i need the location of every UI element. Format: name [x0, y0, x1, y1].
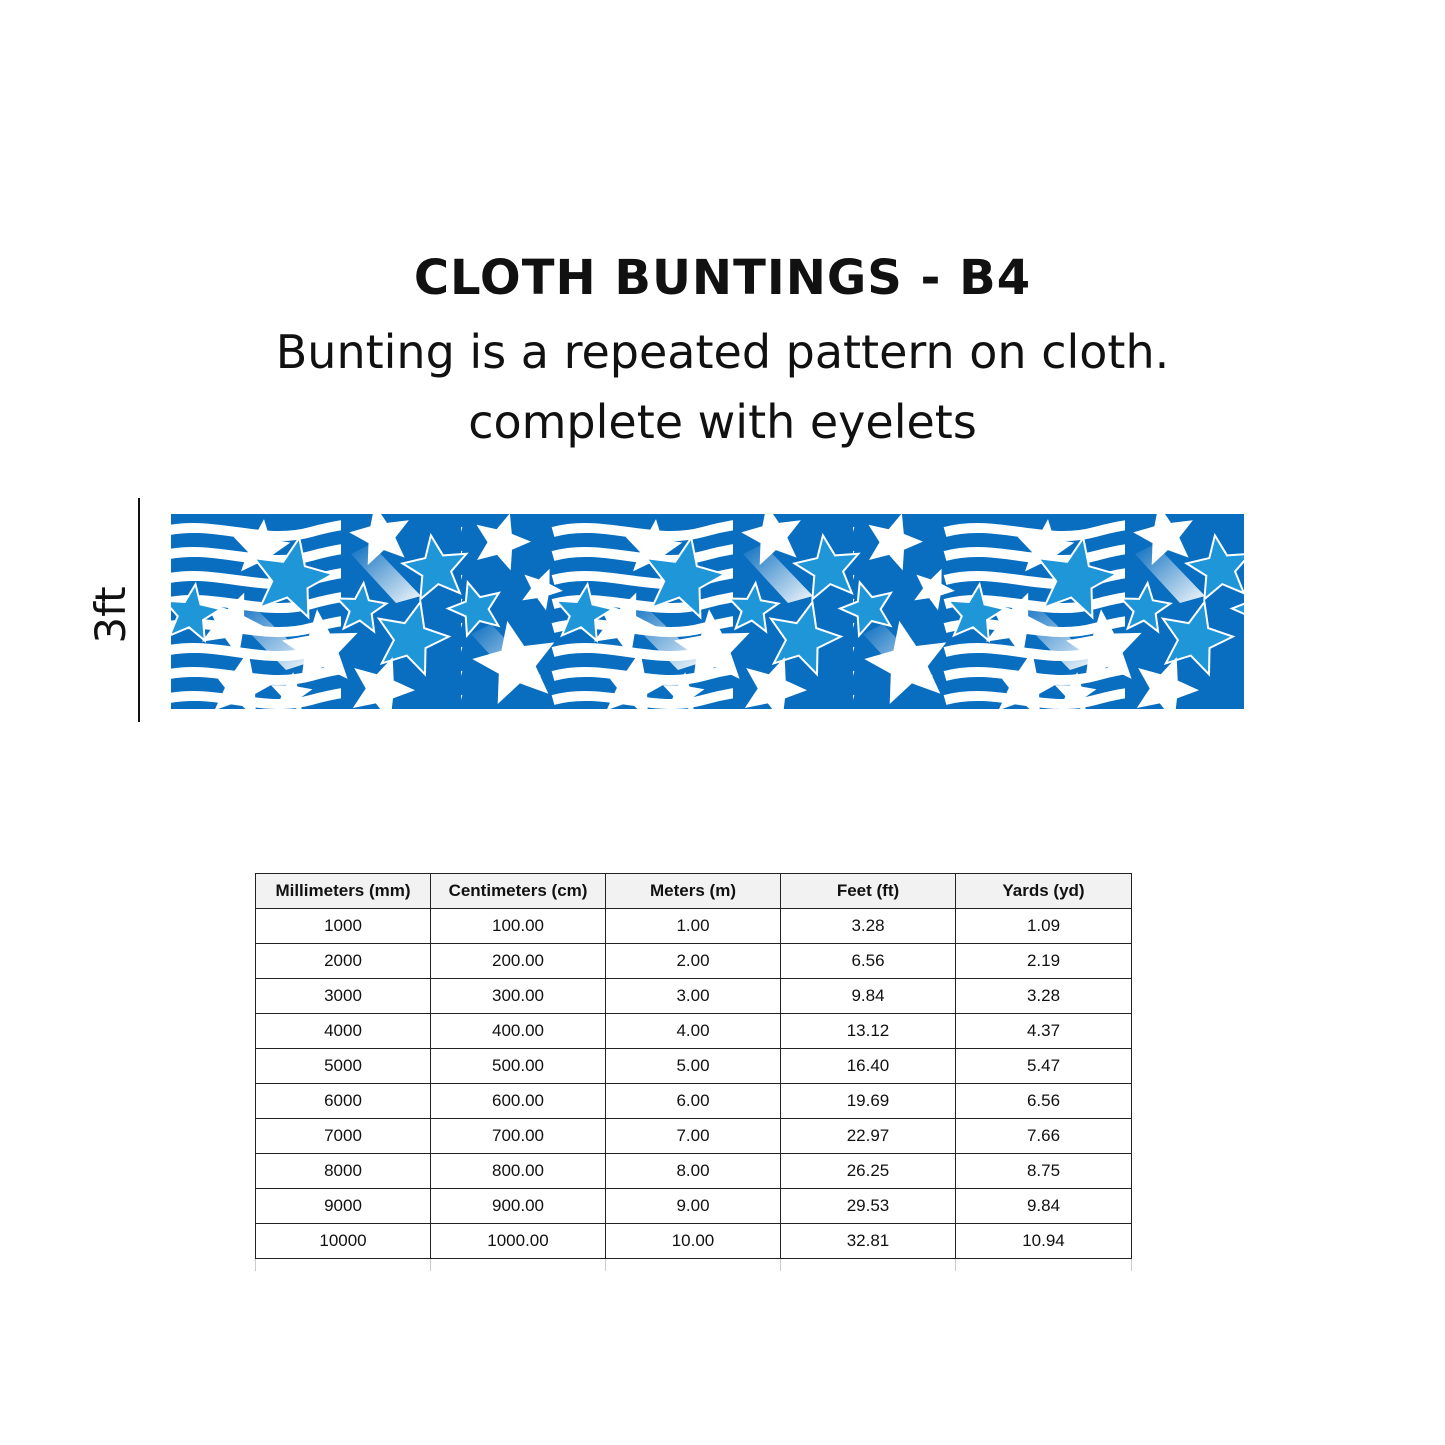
- cell-yards: 7.66: [956, 1119, 1132, 1154]
- table-row: [256, 944, 1132, 979]
- cell-millimeters: 2000: [256, 944, 431, 979]
- header-yards: Yards (yd): [956, 874, 1132, 909]
- cell-yards: 3.28: [956, 979, 1132, 1014]
- cell-feet: 26.25: [781, 1154, 956, 1189]
- table-row: [256, 1049, 1132, 1084]
- empty-cell: [956, 1259, 1132, 1272]
- cell-feet: 29.53: [781, 1189, 956, 1224]
- cell-millimeters: 5000: [256, 1049, 431, 1084]
- header-meters: Meters (m): [606, 874, 781, 909]
- table-row: [256, 1014, 1132, 1049]
- unit-conversion-table: [255, 873, 1132, 1271]
- cell-centimeters: 300.00: [431, 979, 606, 1014]
- cell-feet: 13.12: [781, 1014, 956, 1049]
- cell-meters: 4.00: [606, 1014, 781, 1049]
- table-row: [256, 1084, 1132, 1119]
- cell-yards: 8.75: [956, 1154, 1132, 1189]
- cell-yards: 5.47: [956, 1049, 1132, 1084]
- cell-yards: 9.84: [956, 1189, 1132, 1224]
- cell-centimeters: 600.00: [431, 1084, 606, 1119]
- cell-meters: 7.00: [606, 1119, 781, 1154]
- header-centimeters: Centimeters (cm): [431, 874, 606, 909]
- empty-cell: [781, 1259, 956, 1272]
- cell-millimeters: 8000: [256, 1154, 431, 1189]
- cell-yards: 2.19: [956, 944, 1132, 979]
- table-row: [256, 979, 1132, 1014]
- table-header-row: [256, 874, 1132, 909]
- cell-meters: 10.00: [606, 1224, 781, 1259]
- height-dimension-label: 3ft: [86, 586, 135, 644]
- cell-yards: 10.94: [956, 1224, 1132, 1259]
- cell-feet: 22.97: [781, 1119, 956, 1154]
- table-row: [256, 1224, 1132, 1259]
- height-dimension-line: [138, 498, 140, 722]
- cell-centimeters: 200.00: [431, 944, 606, 979]
- cell-feet: 19.69: [781, 1084, 956, 1119]
- cell-feet: 6.56: [781, 944, 956, 979]
- table-row: [256, 1119, 1132, 1154]
- bunting-pattern-image: [171, 514, 1244, 709]
- cell-feet: 16.40: [781, 1049, 956, 1084]
- cell-feet: 32.81: [781, 1224, 956, 1259]
- description-line-1: Bunting is a repeated pattern on cloth.: [275, 325, 1170, 379]
- cell-meters: 6.00: [606, 1084, 781, 1119]
- cell-meters: 8.00: [606, 1154, 781, 1189]
- cell-millimeters: 4000: [256, 1014, 431, 1049]
- header-feet: Feet (ft): [781, 874, 956, 909]
- cell-centimeters: 900.00: [431, 1189, 606, 1224]
- table-row: [256, 909, 1132, 944]
- empty-cell: [606, 1259, 781, 1272]
- cell-centimeters: 800.00: [431, 1154, 606, 1189]
- cell-feet: 9.84: [781, 979, 956, 1014]
- empty-cell: [256, 1259, 431, 1272]
- cell-meters: 2.00: [606, 944, 781, 979]
- table-trailing-row: [256, 1259, 1132, 1272]
- cell-yards: 1.09: [956, 909, 1132, 944]
- cell-yards: 4.37: [956, 1014, 1132, 1049]
- table-row: [256, 1154, 1132, 1189]
- cell-meters: 1.00: [606, 909, 781, 944]
- cell-millimeters: 1000: [256, 909, 431, 944]
- cell-feet: 3.28: [781, 909, 956, 944]
- cell-millimeters: 7000: [256, 1119, 431, 1154]
- cell-meters: 9.00: [606, 1189, 781, 1224]
- cell-centimeters: 500.00: [431, 1049, 606, 1084]
- cell-centimeters: 400.00: [431, 1014, 606, 1049]
- empty-cell: [431, 1259, 606, 1272]
- cell-centimeters: 1000.00: [431, 1224, 606, 1259]
- header-millimeters: Millimeters (mm): [256, 874, 431, 909]
- cell-millimeters: 9000: [256, 1189, 431, 1224]
- cell-centimeters: 700.00: [431, 1119, 606, 1154]
- cell-centimeters: 100.00: [431, 909, 606, 944]
- page-title: CLOTH BUNTINGS - B4: [413, 250, 1032, 306]
- description-line-2: complete with eyelets: [468, 395, 977, 449]
- cell-meters: 5.00: [606, 1049, 781, 1084]
- cell-meters: 3.00: [606, 979, 781, 1014]
- cell-yards: 6.56: [956, 1084, 1132, 1119]
- table-row: [256, 1189, 1132, 1224]
- cell-millimeters: 6000: [256, 1084, 431, 1119]
- cell-millimeters: 3000: [256, 979, 431, 1014]
- cell-millimeters: 10000: [256, 1224, 431, 1259]
